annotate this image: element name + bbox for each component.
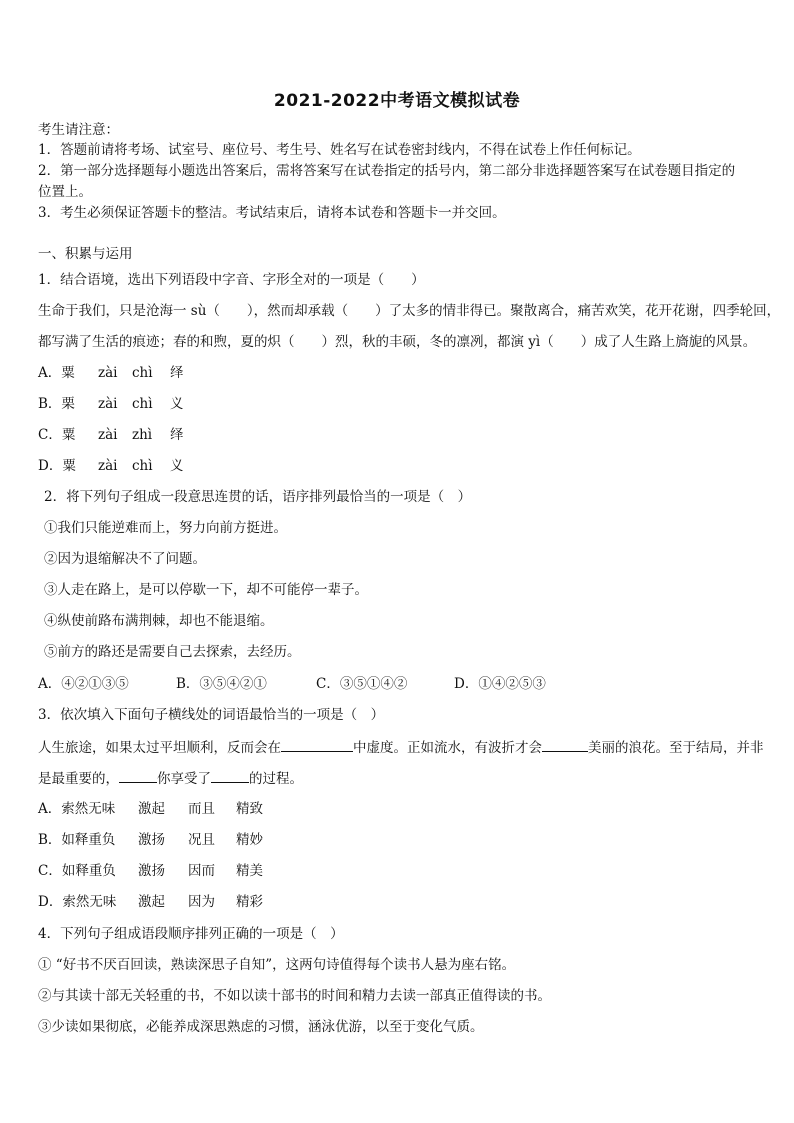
option-pinyin: zhì [132, 427, 153, 443]
question-4-sentence: ③少读如果彻底，必能养成深思熟虑的习惯，涵泳优游，以至于变化气质。 [38, 1019, 484, 1035]
option-label: B．栗 [38, 396, 75, 412]
question-3-passage-line [38, 768, 760, 789]
question-2-sentence: ①我们只能逆难而上，努力向前方挺进。 [44, 520, 287, 536]
option-text: 精美 [236, 863, 263, 879]
option-text: 激扬 [138, 863, 165, 879]
option-pinyin: chì [132, 458, 153, 474]
passage-text: 美丽的浪花。至于结局，并非 [588, 740, 764, 756]
notice-item: 位置上。 [38, 184, 92, 200]
question-2-sentence: ④纵使前路布满荆棘，却也不能退缩。 [44, 613, 274, 629]
question-2-sentence: ⑤前方的路还是需要自己去探索，去经历。 [44, 644, 301, 660]
question-1-option-d[interactable] [38, 456, 760, 476]
question-2-option-d[interactable]: D．①④②⑤③ [454, 676, 546, 692]
question-3-option-b[interactable] [38, 830, 760, 850]
option-text: 激扬 [138, 832, 165, 848]
passage-text: 是最重要的， [38, 771, 119, 787]
question-3-option-a[interactable] [38, 799, 760, 819]
fill-blank[interactable] [211, 768, 249, 783]
option-label: D．粟 [38, 458, 76, 474]
option-label: A．粟 [38, 365, 75, 381]
option-pinyin: chì [132, 396, 153, 412]
question-2-option-c[interactable]: C．③⑤①④② [316, 676, 408, 692]
question-1-stem: 1．结合语境，选出下列语段中字音、字形全对的一项是（ ） [38, 272, 425, 288]
question-4-sentence: ②与其读十部无关轻重的书，不如以读十部书的时间和精力去读一部真正值得读的书。 [38, 988, 551, 1004]
option-text: B．如释重负 [38, 832, 116, 848]
option-text: 况且 [188, 832, 215, 848]
option-text: C．如释重负 [38, 863, 116, 879]
notice-heading: 考生请注意： [38, 122, 119, 138]
question-3-stem: 3．依次填入下面句子横线处的词语最恰当的一项是（ ） [38, 707, 385, 723]
option-text: 精妙 [236, 832, 263, 848]
question-2-stem: 2．将下列句子组成一段意思连贯的话，语序排列最恰当的一项是（ ） [44, 489, 472, 505]
question-1-option-a[interactable] [38, 363, 760, 383]
notice-item: 2．第一部分选择题每小题选出答案后，需将答案写在试卷指定的括号内，第二部分非选择题答案写在试卷题目指定的 [38, 163, 736, 179]
option-pinyin: zài [98, 458, 118, 474]
option-pinyin: chì [132, 365, 153, 381]
notice-item: 1．答题前请将考场、试室号、座位号、考生号、姓名写在试卷密封线内，不得在试卷上作任何标记。 [38, 142, 641, 158]
option-char: 绎 [170, 365, 184, 381]
question-1-option-c[interactable] [38, 425, 760, 445]
option-pinyin: zài [98, 365, 118, 381]
option-pinyin: zài [98, 396, 118, 412]
question-2-sentence: ②因为退缩解决不了问题。 [44, 551, 206, 567]
option-text: 激起 [138, 801, 165, 817]
option-char: 绎 [170, 427, 184, 443]
question-1-passage-line: 生命于我们，只是沧海一 sù（ ），然而却承载（ ）了太多的情非得已。聚散离合，痛苦欢笑，花开花谢，四季轮回， [38, 303, 781, 319]
option-char: 义 [170, 396, 184, 412]
option-label: C．粟 [38, 427, 76, 443]
page-title: 2021-2022中考语文模拟试卷 [273, 91, 521, 111]
question-2-option-b[interactable]: B．③⑤④②① [176, 676, 267, 692]
question-2-sentence: ③人走在路上，是可以停歇一下，却不可能停一辈子。 [44, 582, 368, 598]
fill-blank[interactable] [119, 768, 157, 783]
option-text: A．索然无味 [38, 801, 116, 817]
option-pinyin: zài [98, 427, 118, 443]
question-1-option-b[interactable] [38, 394, 760, 414]
option-text: 因为 [188, 894, 215, 910]
question-1-passage-line: 都写满了生活的痕迹；春的和煦，夏的炽（ ）烈，秋的丰硕，冬的凛冽，都演 yì（ ）成了人生路上旖旎的风景。 [38, 334, 757, 350]
option-text: D．索然无味 [38, 894, 117, 910]
notice-item: 3．考生必须保证答题卡的整洁。考试结束后，请将本试卷和答题卡一并交回。 [38, 205, 506, 221]
passage-text: 人生旅途，如果太过平坦顺利，反而会在 [38, 740, 281, 756]
passage-text: 中虚度。正如流水，有波折才会 [353, 740, 542, 756]
section-heading: 一、积累与运用 [38, 246, 133, 262]
option-char: 义 [170, 458, 184, 474]
question-3-option-d[interactable] [38, 892, 760, 912]
question-4-sentence: ① “好书不厌百回读，熟读深思子自知”，这两句诗值得每个读书人悬为座右铭。 [38, 957, 516, 973]
option-text: 精彩 [236, 894, 263, 910]
option-text: 激起 [138, 894, 165, 910]
passage-text: 你享受了 [157, 771, 211, 787]
option-text: 精致 [236, 801, 263, 817]
option-text: 因而 [188, 863, 215, 879]
fill-blank[interactable] [542, 737, 588, 752]
question-3-option-c[interactable] [38, 861, 760, 881]
passage-text: 的过程。 [249, 771, 303, 787]
fill-blank[interactable] [281, 737, 353, 752]
question-3-passage-line [38, 737, 764, 758]
question-2-option-a[interactable]: A．④②①③⑤ [38, 676, 129, 692]
question-2-options [38, 674, 760, 694]
question-4-stem: 4．下列句子组成语段顺序排列正确的一项是（ ） [38, 926, 344, 942]
option-text: 而且 [188, 801, 215, 817]
